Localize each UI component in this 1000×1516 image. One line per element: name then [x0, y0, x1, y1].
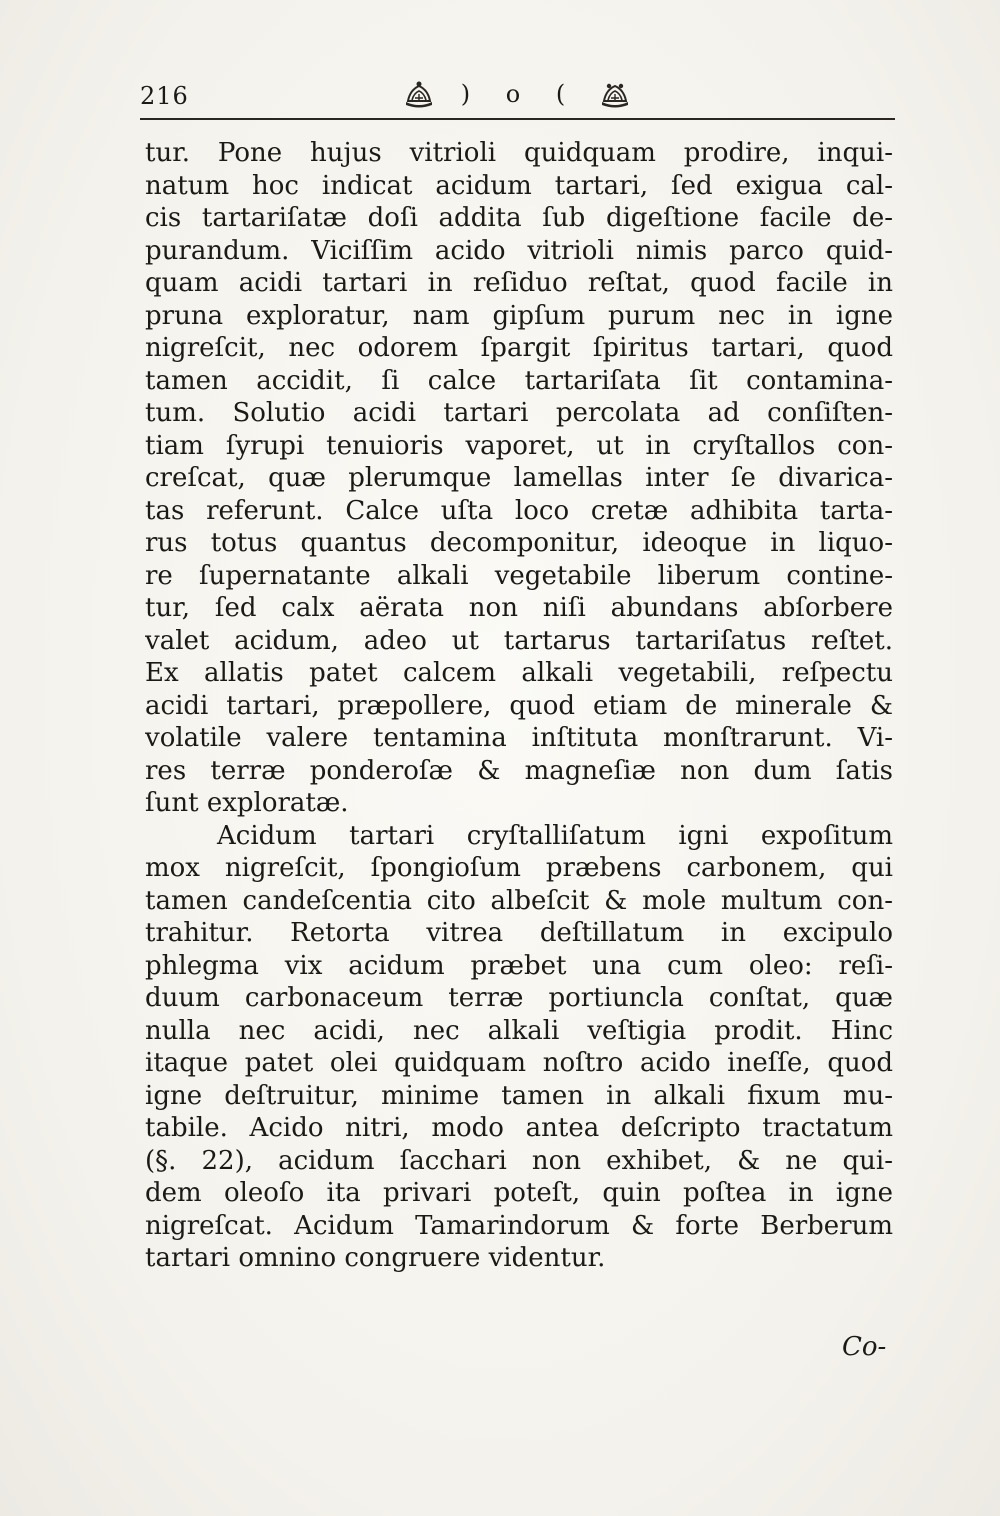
text-line: tamen accidit, ſi calce tartariſata ſit contamina- [145, 365, 893, 396]
text-line: cis tartariſatæ doſi addita ſub digeſtione facile de- [145, 203, 893, 233]
body-text [145, 137, 893, 1275]
page-number: 216 [140, 82, 189, 110]
text-line: mox nigreſcit, ſpongioſum præbens carbonem, qui [145, 853, 893, 883]
text-line: res terræ ponderoſæ & magneſiæ non dum ſatis [145, 755, 893, 786]
catchword: Co- [842, 1332, 887, 1362]
text-line: tabile. Acido nitri, modo antea deſcripto tractatum [145, 1113, 893, 1143]
text-line: tartari omnino congruere videntur. [145, 1243, 606, 1273]
text-line: re ſupernatante alkali vegetabile liberum contine- [145, 560, 893, 591]
text-line: valet acidum, adeo ut tartarus tartariſatus reſtet. [145, 625, 893, 656]
text-line: purandum. Viciſſim acido vitrioli nimis parco quid- [145, 235, 893, 266]
text-line: trahitur. Retorta vitrea deſtillatum in excipulo [145, 918, 893, 948]
text-line: acidi tartari, præpollere, quod etiam de minerale & [145, 690, 893, 721]
text-line: tum. Solutio acidi tartari percolata ad conſiſten- [145, 398, 893, 428]
flower-ornament-icon [598, 80, 632, 108]
text-line: natum hoc indicat acidum tartari, ſed exigua cal- [145, 170, 893, 201]
text-line: igne deſtruitur, minime tamen in alkali fixum mu- [145, 1080, 893, 1111]
text-line: itaque patet olei quidquam noſtro acido ineſſe, quod [145, 1048, 893, 1078]
text-line: (§. 22), acidum ſacchari non exhibet, & ne qui- [145, 1145, 893, 1176]
text-line: dem oleoſo ita privari poteſt, quin poſtea in igne [145, 1178, 893, 1208]
text-line: nigreſcit, nec odorem ſpargit ſpiritus tartari, quod [145, 333, 893, 363]
header-rule [140, 118, 895, 120]
text-line: nulla nec acidi, nec alkali veſtigia prodit. Hinc [145, 1015, 893, 1046]
text-line: pruna exploratur, nam gipſum purum nec in igne [145, 300, 893, 331]
text-line: Ex allatis patet calcem alkali vegetabili, reſpectu [145, 658, 893, 688]
text-line: duum carbonaceum terræ portiuncla conſtat, quæ [145, 983, 893, 1013]
text-line: tur. Pone hujus vitrioli quidquam prodire, inqui- [145, 138, 893, 168]
text-line: Acidum tartari cryſtalliſatum igni expoſitum [217, 820, 893, 851]
text-line: creſcat, quæ plerumque lamellas inter ſe divarica- [145, 463, 893, 493]
text-line: ſunt exploratæ. [145, 788, 349, 818]
running-head-centre: ) o ( [460, 80, 580, 108]
text-line: volatile valere tentamina inſtituta monſtrarunt. Vi- [145, 723, 893, 753]
text-line: nigreſcat. Acidum Tamarindorum & forte Berberum [145, 1210, 893, 1241]
text-line: phlegma vix acidum præbet una cum oleo: reſi- [145, 950, 893, 981]
text-line: rus totus quantus decomponitur, ideoque in liquo- [145, 528, 893, 558]
text-line: tiam ſyrupi tenuioris vaporet, ut in cryſtallos con- [145, 430, 893, 461]
text-line: tur, ſed calx aërata non niſi abundans abſorbere [145, 593, 893, 623]
text-line: tas referunt. Calce uſta loco cretæ adhibita tarta- [145, 495, 893, 526]
text-line: tamen candeſcentia cito albeſcit & mole multum con- [145, 885, 893, 916]
running-head [140, 78, 895, 114]
text-line: quam acidi tartari in reſiduo reſtat, quod facile in [145, 268, 893, 298]
flower-ornament-icon [402, 80, 436, 108]
